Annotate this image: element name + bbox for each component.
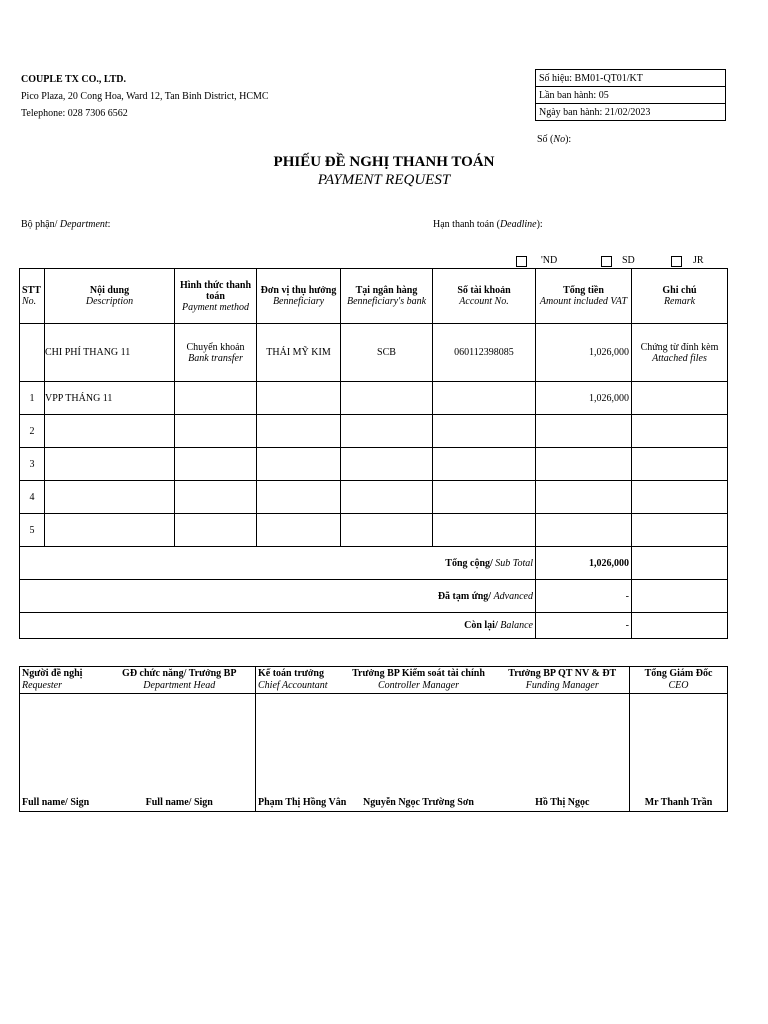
header-bank-en: Benneficiary's bank [346,296,427,307]
item-beneficiary[interactable] [257,514,341,547]
sign-role-requester [20,667,104,694]
document-info-box [535,69,726,121]
role-funding-en: Funding Manager [525,680,599,691]
header-description-vn: Nội dung [89,285,130,296]
advanced-row [20,580,728,613]
summary-method-cell[interactable] [175,324,257,382]
header-method-vn: Hình thức thanh toán [179,279,252,302]
summary-method-en: Bank transfer [188,352,243,364]
item-bank[interactable] [341,382,433,415]
summary-remark-vn: Chứng từ đính kèm [640,341,719,353]
item-amount[interactable] [536,448,632,481]
balance-label-en: Balance [500,620,533,631]
header-no-vn: STT [22,285,41,296]
sign-name-ceo: Mr Thanh Trần [630,797,728,812]
item-method[interactable] [175,514,257,547]
sign-space-department-head[interactable] [104,694,256,797]
sign-space-chief-accountant[interactable] [256,694,342,797]
item-no: 1 [20,382,45,415]
currency-checkbox-jpy[interactable] [671,256,682,267]
header-account-vn: Số tài khoản [457,285,511,296]
item-remark[interactable] [632,514,728,547]
item-beneficiary[interactable] [257,448,341,481]
balance-label-vn: Còn lại/ [464,620,501,631]
doc-code: Số hiệu: BM01-QT01/KT [536,70,726,87]
company-name: COUPLE TX CO., LTD. [21,74,127,85]
summary-beneficiary[interactable]: THÁI MỸ KIM [257,324,341,382]
item-description[interactable] [45,514,175,547]
item-account[interactable] [433,481,536,514]
deadline-label-en: Deadline [499,219,537,230]
item-method[interactable] [175,448,257,481]
page-title [0,153,768,189]
header-bank-vn: Tại ngân hàng [355,285,418,296]
summary-description[interactable]: CHI PHÍ THANG 11 [45,324,175,382]
item-method[interactable] [175,382,257,415]
currency-label-usd: SD [622,255,635,266]
item-remark[interactable] [632,415,728,448]
role-ceo-vn: Tổng Giám Đốc [644,668,713,679]
item-beneficiary[interactable] [257,415,341,448]
header-description [45,269,175,324]
deadline-label-end: ): [536,219,543,230]
header-remark-en: Remark [663,296,696,307]
sign-role-department-head [104,667,256,694]
advanced-value[interactable]: - [536,580,632,613]
role-chief-accountant-en: Chief Accountant [258,680,328,691]
sign-name-chief-accountant: Phạm Thị Hồng Vân [258,796,347,808]
item-beneficiary[interactable] [257,481,341,514]
table-header-row [20,269,728,324]
sign-name-department-head: Full name/ Sign [104,797,256,812]
summary-no-cell [20,324,45,382]
item-amount[interactable] [536,415,632,448]
signature-space-row [20,694,728,797]
sign-space-controller[interactable] [342,694,496,797]
item-account[interactable] [433,448,536,481]
role-ceo-en: CEO [668,680,689,691]
doc-number-label: Số ( [537,134,554,145]
header-amount-en: Amount included VAT [539,296,628,307]
role-department-head-vn: GĐ chức năng/ Trưởng BP [122,668,237,679]
header-amount [536,269,632,324]
item-bank[interactable] [341,514,433,547]
item-bank[interactable] [341,448,433,481]
role-controller-en: Controller Manager [377,680,459,691]
role-department-head-en: Department Head [143,680,216,691]
item-beneficiary[interactable] [257,382,341,415]
payment-table [19,268,728,639]
subtotal-row [20,547,728,580]
item-no: 4 [20,481,45,514]
department-field[interactable] [21,219,110,230]
subtotal-label [20,547,536,580]
item-description[interactable] [45,448,175,481]
item-amount[interactable]: 1,026,000 [536,382,632,415]
subtotal-label-vn: Tổng cộng/ [445,557,496,569]
summary-remark-cell[interactable] [632,324,728,382]
company-info [21,71,269,122]
deadline-field[interactable] [433,219,543,230]
currency-label-vnd: 'ND [541,255,558,266]
item-account[interactable] [433,514,536,547]
balance-value[interactable]: - [536,613,632,639]
summary-bank[interactable]: SCB [341,324,433,382]
header-no-en: No. [22,296,37,307]
header-payment-method [175,269,257,324]
item-remark[interactable] [632,481,728,514]
summary-remark-en: Attached files [652,352,707,364]
document-number [537,134,571,145]
summary-method-vn: Chuyển khoản [186,341,245,353]
item-description[interactable] [45,481,175,514]
currency-checkbox-vnd[interactable] [516,256,527,267]
table-row [20,382,728,415]
currency-label-jpy: JR [693,255,704,266]
role-requester-vn: Người đề nghị [22,668,83,679]
header-beneficiary-vn: Đơn vị thụ hưởng [260,285,337,296]
item-amount[interactable] [536,481,632,514]
sign-role-funding [496,667,630,694]
sign-role-chief-accountant [256,667,342,694]
department-label-end: : [107,219,111,230]
item-bank[interactable] [341,415,433,448]
advanced-label-en: Advanced [493,590,533,602]
header-method-en: Payment method [182,301,249,313]
header-account-en: Account No. [459,296,509,307]
header-bank [341,269,433,324]
item-method[interactable] [175,415,257,448]
signature-names-row [20,797,728,812]
table-row [20,481,728,514]
doc-revision: Lần ban hành: 05 [536,87,726,104]
advanced-label [20,580,536,613]
item-no: 3 [20,448,45,481]
header-description-en: Description [85,296,134,307]
advanced-remark [632,580,728,613]
item-no: 5 [20,514,45,547]
item-method[interactable] [175,481,257,514]
item-description[interactable]: VPP THÁNG 11 [45,382,175,415]
item-amount[interactable] [536,514,632,547]
sign-space-ceo[interactable] [630,694,728,797]
balance-row [20,613,728,639]
header-no [20,269,45,324]
header-beneficiary [257,269,341,324]
header-remark-vn: Ghi chú [662,285,697,296]
sign-space-requester[interactable] [20,694,104,797]
company-address: Pico Plaza, 20 Cong Hoa, Ward 12, Tan Binh District, HCMC [21,91,269,102]
balance-remark [632,613,728,639]
table-row [20,415,728,448]
table-row [20,448,728,481]
role-chief-accountant-vn: Kế toán trưởng [258,668,324,679]
deadline-label: Hạn thanh toán ( [433,219,500,230]
table-row [20,514,728,547]
advanced-label-vn: Đã tạm ứng/ [437,590,494,602]
summary-row [20,324,728,382]
doc-number-label-en: No [553,134,566,145]
title-en: PAYMENT REQUEST [317,172,451,188]
item-account[interactable] [433,382,536,415]
signature-table [19,666,728,812]
header-beneficiary-en: Benneficiary [272,296,325,307]
sign-role-ceo [630,667,728,694]
signature-roles-row [20,667,728,694]
subtotal-label-en: Sub Total [495,557,533,569]
subtotal-remark [632,547,728,580]
sign-name-controller: Nguyễn Ngọc Trường Sơn [363,796,474,808]
department-label-en: Department [59,219,108,230]
department-label: Bộ phận/ [21,219,60,230]
sign-space-funding[interactable] [496,694,630,797]
role-requester-en: Requester [22,680,62,691]
header-account [433,269,536,324]
sign-name-funding: Hồ Thị Ngọc [535,796,590,808]
item-remark[interactable] [632,448,728,481]
company-telephone: Telephone: 028 7306 6562 [21,108,128,119]
role-controller-vn: Trưởng BP Kiểm soát tài chính [352,668,485,679]
balance-label [20,613,536,639]
title-vn: PHIẾU ĐỀ NGHỊ THANH TOÁN [273,154,495,170]
header-amount-vn: Tổng tiền [563,285,604,296]
role-funding-vn: Trưởng BP QT NV & ĐT [508,668,617,679]
doc-issue-date: Ngày ban hành: 21/02/2023 [536,104,726,121]
summary-amount[interactable]: 1,026,000 [536,324,632,382]
subtotal-value: 1,026,000 [536,547,632,580]
header-remark [632,269,728,324]
item-description[interactable] [45,415,175,448]
summary-account[interactable]: 060112398085 [433,324,536,382]
currency-checkbox-usd[interactable] [601,256,612,267]
sign-name-requester: Full name/ Sign [20,797,104,812]
sign-role-controller [342,667,496,694]
item-no: 2 [20,415,45,448]
item-account[interactable] [433,415,536,448]
doc-number-label-end: ): [565,134,572,145]
item-remark[interactable] [632,382,728,415]
item-bank[interactable] [341,481,433,514]
